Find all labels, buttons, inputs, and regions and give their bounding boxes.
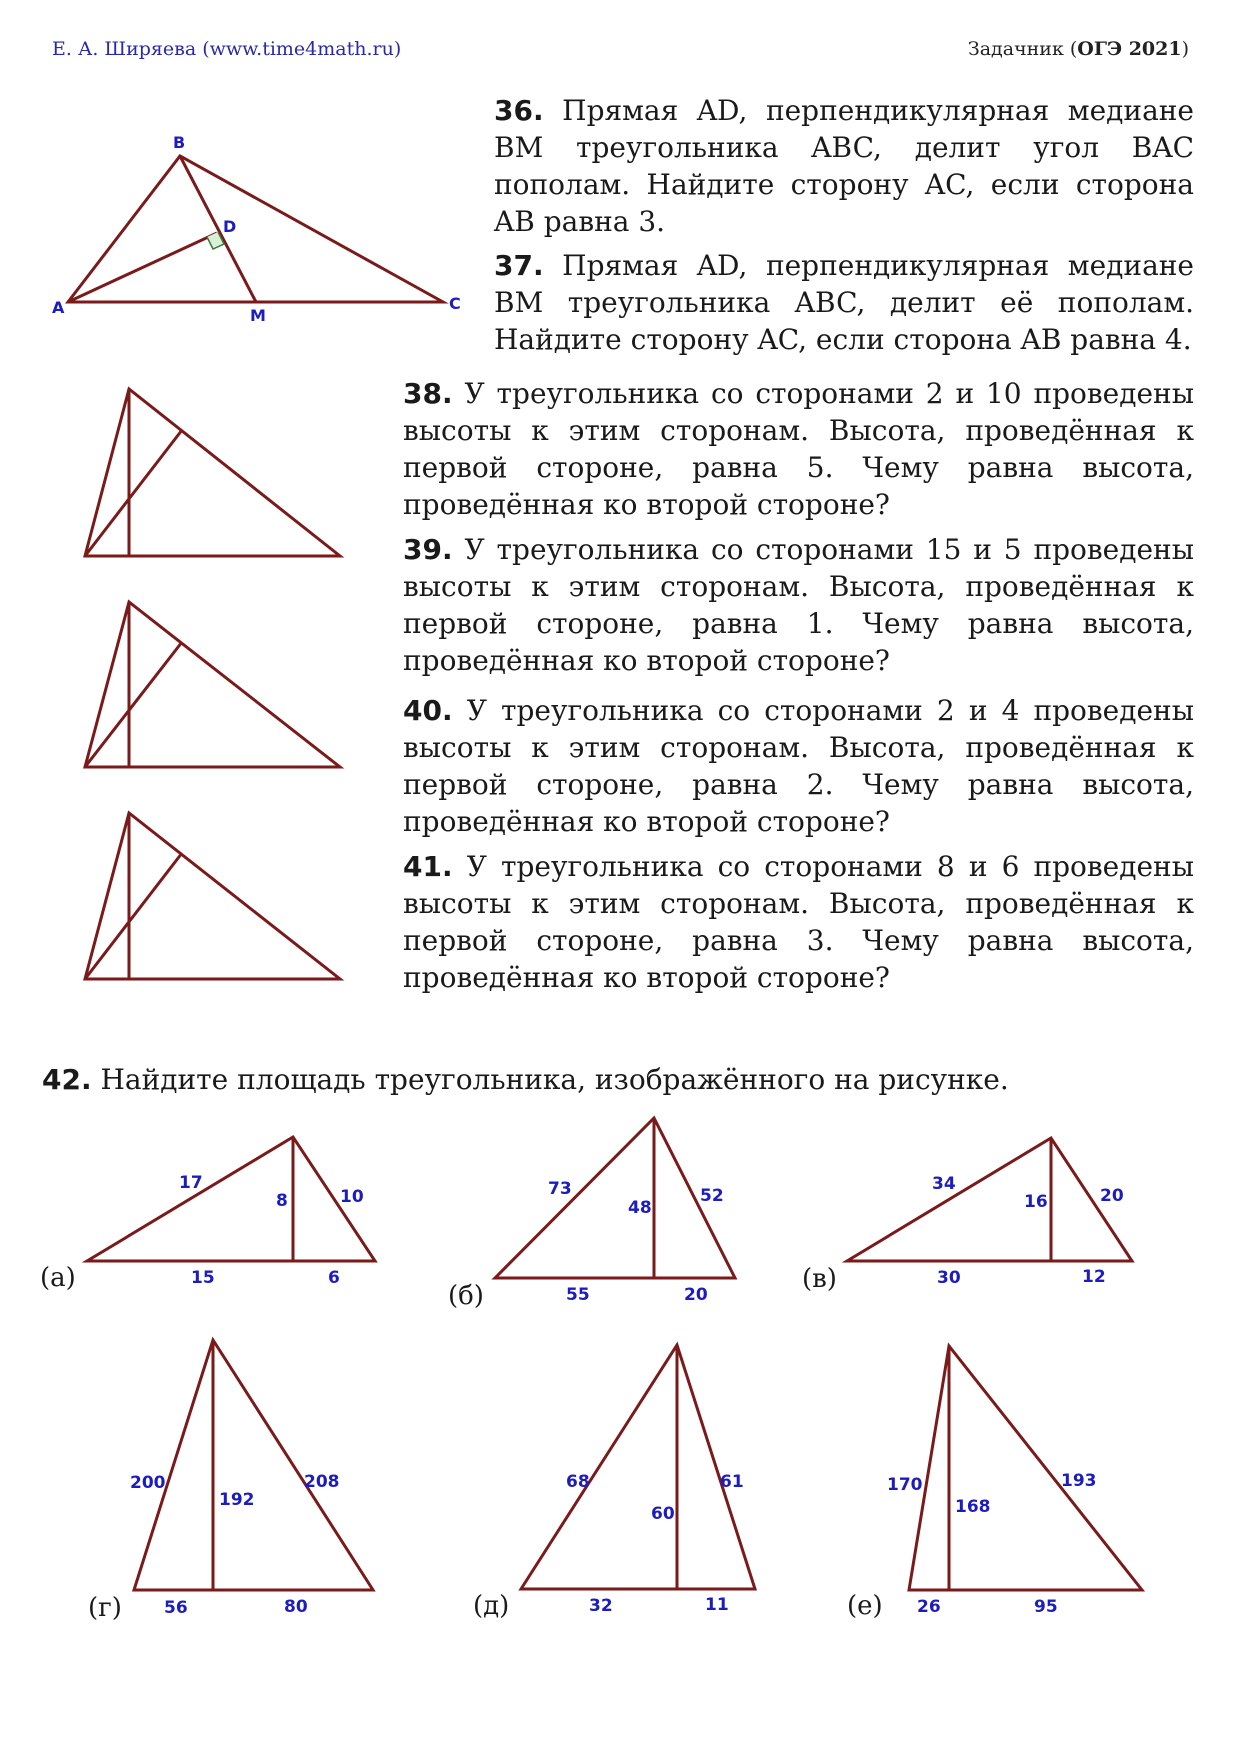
- side-left-label: 68: [566, 1472, 590, 1492]
- base-left-label: 15: [191, 1268, 215, 1288]
- caption-v: (в): [802, 1264, 837, 1294]
- problem-37: 37. Прямая AD, перпендикулярная медиане BM треугольника ABC, делит её пополам. Найдите сторону AC, если сторона AB равна 4.: [494, 249, 1194, 356]
- base-left-label: 55: [566, 1285, 590, 1305]
- problem-42: 42. Найдите площадь треугольника, изображённого на рисунке.: [42, 1063, 1009, 1096]
- label-A: A: [52, 298, 65, 317]
- problem-36: 36. Прямая AD, перпендикулярная медиане BM треугольника ABC, делит угол BAC пополам. Найдите сторону AC, если сторона AB равна 3.: [494, 94, 1194, 238]
- side-left-label: 170: [887, 1475, 923, 1495]
- side-left-label: 34: [932, 1174, 956, 1194]
- caption-d: (д): [473, 1591, 510, 1621]
- label-M: M: [250, 306, 266, 325]
- header-title: Задачник (ОГЭ 2021): [967, 38, 1189, 60]
- side-right-label: 193: [1061, 1471, 1097, 1491]
- caption-g: (г): [88, 1593, 122, 1623]
- base-left-label: 56: [164, 1598, 188, 1618]
- caption-a: (а): [40, 1263, 76, 1293]
- side-right-label: 61: [720, 1472, 744, 1492]
- base-right-label: 80: [284, 1597, 308, 1617]
- side-right-label: 52: [700, 1186, 724, 1206]
- side-left-label: 17: [179, 1173, 203, 1193]
- height-label: 168: [955, 1497, 991, 1517]
- base-right-label: 20: [684, 1285, 708, 1305]
- base-left-label: 32: [589, 1596, 613, 1616]
- height-label: 48: [628, 1198, 652, 1218]
- base-right-label: 95: [1034, 1597, 1058, 1617]
- side-left-label: 200: [130, 1473, 166, 1493]
- side-right-label: 208: [304, 1472, 340, 1492]
- label-D: D: [223, 217, 237, 236]
- label-C: C: [449, 294, 461, 313]
- header-author: Е. А. Ширяева (www.time4math.ru): [52, 38, 402, 60]
- side-right-label: 20: [1100, 1186, 1124, 1206]
- caption-b: (б): [448, 1281, 484, 1311]
- side-left-label: 73: [548, 1179, 572, 1199]
- problem-38: 38. У треугольника со сторонами 2 и 10 проведены высоты к этим сторонам. Высота, проведённая к первой стороне, равна 5. Чему равна высота, проведённая ко второй стороне?: [403, 377, 1194, 521]
- problem-39: 39. У треугольника со сторонами 15 и 5 проведены высоты к этим сторонам. Высота, проведённая к первой стороне, равна 1. Чему равна высота, проведённая ко второй стороне?: [403, 533, 1194, 677]
- height-label: 60: [651, 1504, 675, 1524]
- base-right-label: 6: [328, 1268, 340, 1288]
- height-label: 8: [276, 1191, 288, 1211]
- height-label: 16: [1024, 1192, 1048, 1212]
- problem-40: 40. У треугольника со сторонами 2 и 4 проведены высоты к этим сторонам. Высота, проведённая к первой стороне, равна 2. Чему равна высота, проведённая ко второй стороне?: [403, 694, 1194, 838]
- label-B: B: [173, 133, 186, 152]
- height-label: 192: [219, 1490, 255, 1510]
- base-right-label: 11: [705, 1595, 729, 1615]
- base-left-label: 30: [937, 1268, 961, 1288]
- caption-e: (е): [847, 1591, 883, 1621]
- base-left-label: 26: [917, 1597, 941, 1617]
- base-right-label: 12: [1082, 1267, 1106, 1287]
- side-right-label: 10: [340, 1187, 364, 1207]
- problem-41: 41. У треугольника со сторонами 8 и 6 проведены высоты к этим сторонам. Высота, проведённая к первой стороне, равна 3. Чему равна высота, проведённая ко второй стороне?: [403, 850, 1194, 994]
